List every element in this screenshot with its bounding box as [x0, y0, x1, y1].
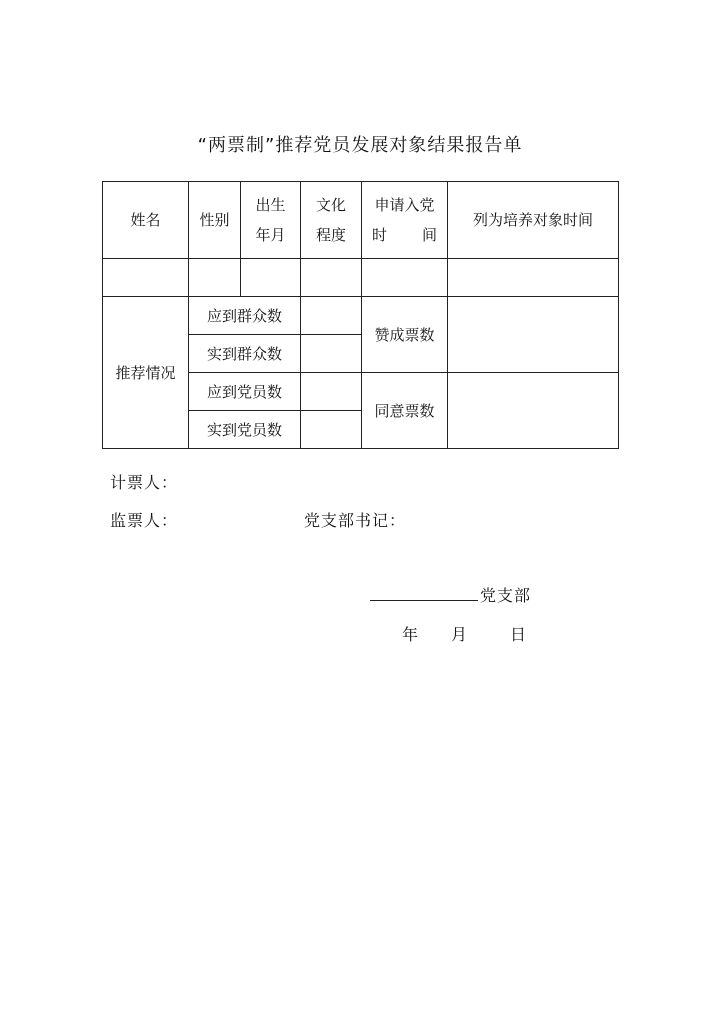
branch-label: 党支部: [480, 586, 532, 605]
header-row: [103, 182, 619, 259]
header-apply-line2: [362, 226, 447, 244]
header-training-time: 列为培养对象时间: [448, 182, 619, 259]
secretary-label: 党支部书记：: [304, 511, 407, 530]
recommend-value-1: [301, 297, 362, 335]
report-table: [102, 181, 619, 449]
cell-apply-time: [362, 259, 448, 297]
header-apply-time: [362, 182, 448, 259]
vote-label-approve: 赞成票数: [362, 297, 448, 373]
cell-education: [301, 259, 362, 297]
recommend-label: 推荐情况: [103, 297, 189, 449]
recommend-item-4: 实到党员数: [189, 411, 301, 449]
header-birth-line1: 出生: [255, 196, 286, 214]
header-gender: 性别: [189, 182, 241, 259]
recommend-item-1: 应到群众数: [189, 297, 301, 335]
vote-label-agree: 同意票数: [362, 373, 448, 449]
header-birth: [241, 182, 301, 259]
header-apply-jian: 间: [421, 226, 437, 244]
header-name: 姓名: [103, 182, 189, 259]
page-title: “两票制”推荐党员发展对象结果报告单: [197, 135, 523, 156]
recommend-item-2: 实到群众数: [189, 335, 301, 373]
recommend-value-4: [301, 411, 362, 449]
header-edu-line2: 程度: [315, 226, 346, 244]
header-birth-line2: 年月: [255, 226, 286, 244]
date-day-label: 日: [510, 625, 528, 644]
data-row: [103, 259, 619, 297]
branch-signature: [370, 582, 531, 606]
recommend-item-3: 应到党员数: [189, 373, 301, 411]
header-education: [301, 182, 362, 259]
recommend-row-1: [103, 297, 619, 335]
cell-gender: [189, 259, 241, 297]
vote-value-approve: [448, 297, 619, 373]
header-edu-line1: 文化: [315, 196, 346, 214]
header-apply-line1: 申请入党: [374, 196, 435, 214]
recommend-value-3: [301, 373, 362, 411]
date-month-label: 月: [451, 625, 469, 644]
cell-birth: [241, 259, 301, 297]
supervisor-label: 监票人：: [110, 511, 179, 530]
date-year-label: 年: [402, 625, 420, 644]
vote-counter-label: 计票人：: [110, 473, 179, 492]
cell-training-time: [448, 259, 619, 297]
cell-name: [103, 259, 189, 297]
header-apply-shi: 时: [372, 226, 388, 244]
recommend-value-2: [301, 335, 362, 373]
vote-value-agree: [448, 373, 619, 449]
branch-name-blank: [370, 582, 478, 601]
